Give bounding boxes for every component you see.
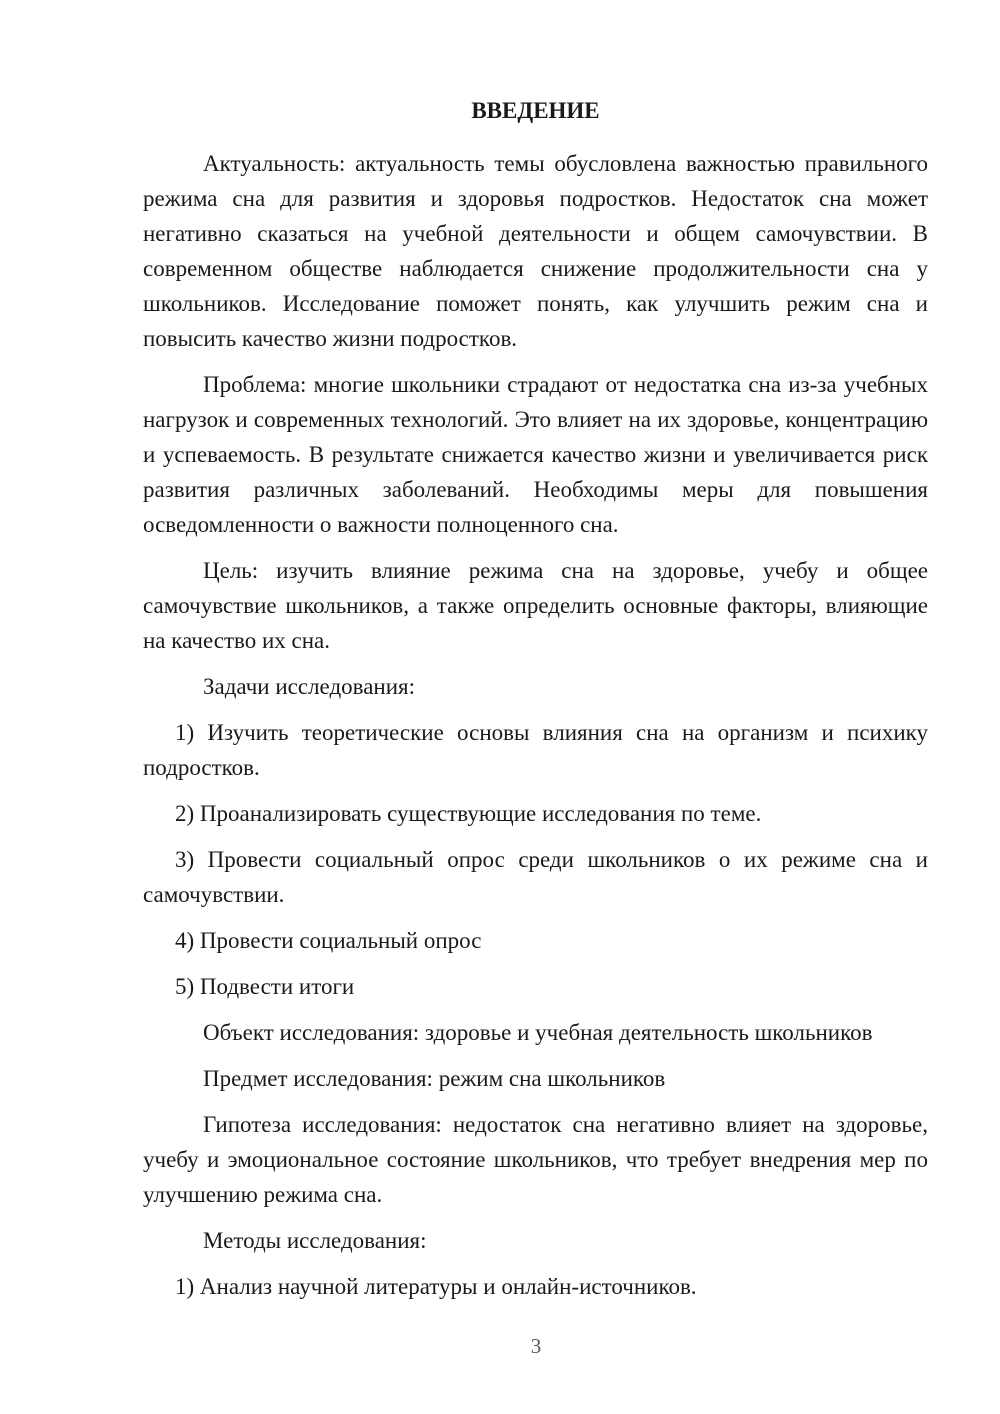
problem-paragraph: Проблема: многие школьники страдают от недостатка сна из-за учебных нагрузок и современных технологий. Это влияет на их здоровье, концентрацию и успеваемость. В результате снижается качество жизни и увеличивается риск развития различных заболеваний. Необходимы меры для повышения осведомленности о важности полноценного сна. xyxy=(143,372,928,537)
relevance-paragraph: Актуальность: актуальность темы обусловлена важностью правильного режима сна для развития и здоровья подростков. Недостаток сна может негативно сказаться на учебной деятельности и общем самочувствии. В современном обществе наблюдается снижение продолжительности сна у школьников. Исследование поможет понять, как улучшить режим сна и повысить качество жизни подростков. xyxy=(143,151,928,351)
methods-heading: Методы исследования: xyxy=(203,1228,427,1253)
tasks-heading: Задачи исследования: xyxy=(203,674,416,699)
object-paragraph: Объект исследования: здоровье и учебная деятельность школьников xyxy=(203,1020,873,1045)
task-item-4: 4) Провести социальный опрос xyxy=(175,928,482,953)
task-item-2: 2) Проанализировать существующие исследования по теме. xyxy=(175,801,762,826)
goal-paragraph: Цель: изучить влияние режима сна на здоровье, учебу и общее самочувствие школьников, а также определить основные факторы, влияющие на качество их сна. xyxy=(143,558,928,653)
task-item-5: 5) Подвести итоги xyxy=(175,974,355,999)
page-title: ВВЕДЕНИЕ xyxy=(471,98,600,123)
document-body xyxy=(143,96,928,1315)
page-number: 3 xyxy=(530,1334,542,1358)
task-item-3: 3) Провести социальный опрос среди школьников о их режиме сна и самочувствии. xyxy=(143,847,928,907)
task-item-1: 1) Изучить теоретические основы влияния сна на организм и психику подростков. xyxy=(143,720,928,780)
method-item-1: 1) Анализ научной литературы и онлайн-источников. xyxy=(175,1274,697,1299)
subject-paragraph: Предмет исследования: режим сна школьников xyxy=(203,1066,666,1091)
hypothesis-paragraph: Гипотеза исследования: недостаток сна негативно влияет на здоровье, учебу и эмоциональное состояние школьников, что требует внедрения мер по улучшению режима сна. xyxy=(143,1112,928,1207)
